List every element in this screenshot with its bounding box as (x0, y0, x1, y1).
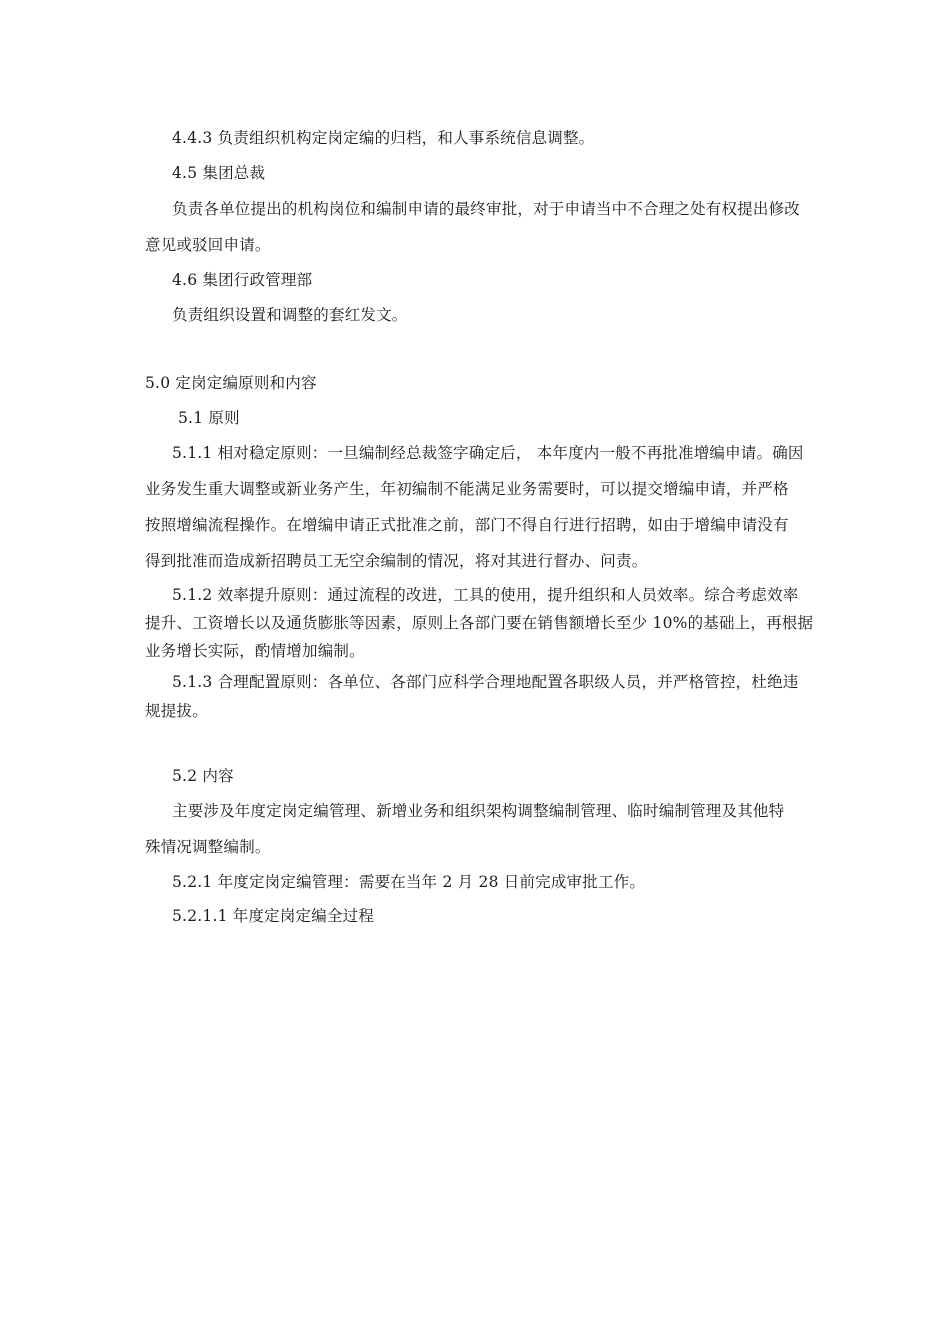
para-5-1-3-line-2: 规提拔。 (145, 702, 208, 720)
para-5-1-1-line-2: 业务发生重大调整或新业务产生，年初编制不能满足业务需要时，可以提交增编申请，并严格 (145, 480, 789, 498)
para-5-1-1-line-3: 按照增编流程操作。在增编申请正式批准之前，部门不得自行进行招聘，如由于增编申请没有 (145, 516, 789, 534)
heading-5-2: 5.2 内容 (172, 767, 234, 785)
para-4-6: 负责组织设置和调整的套红发文。 (172, 306, 408, 324)
para-4-5-line-1: 负责各单位提出的机构岗位和编制申请的最终审批，对于申请当中不合理之处有权提出修改 (172, 200, 801, 218)
heading-4-5: 4.5 集团总裁 (172, 164, 266, 182)
para-5-1-2-line-3: 业务增长实际，酌情增加编制。 (145, 642, 365, 660)
para-5-2-1: 5.2.1 年度定岗定编管理：需要在当年 2 月 28 日前完成审批工作。 (172, 873, 646, 891)
para-5-2-1-1: 5.2.1.1 年度定岗定编全过程 (172, 907, 375, 925)
para-4-4-3: 4.4.3 负责组织机构定岗定编的归档，和人事系统信息调整。 (172, 129, 595, 147)
heading-4-6: 4.6 集团行政管理部 (172, 271, 313, 289)
para-4-5-line-2: 意见或驳回申请。 (145, 236, 271, 254)
para-5-1-1-line-4: 得到批准而造成新招聘员工无空余编制的情况，将对其进行督办、问责。 (145, 552, 648, 570)
para-5-2-line-1: 主要涉及年度定岗定编管理、新增业务和组织架构调整编制管理、临时编制管理及其他特 (172, 802, 785, 820)
para-5-1-2-line-1: 5.1.2 效率提升原则：通过流程的改进，工具的使用，提升组织和人员效率。综合考虑效率 (172, 586, 799, 604)
para-5-1-1-line-1: 5.1.1 相对稳定原则：一旦编制经总裁签字确定后， 本年度内一般不再批准增编申请。确因 (172, 444, 804, 462)
para-5-1-3-line-1: 5.1.3 合理配置原则：各单位、各部门应科学合理地配置各职级人员，并严格管控，杜绝违 (172, 673, 799, 691)
para-5-1-2-line-2: 提升、工资增长以及通货膨胀等因素，原则上各部门要在销售额增长至少 10%的基础上，再根据 (145, 614, 814, 632)
para-5-2-line-2: 殊情况调整编制。 (145, 838, 271, 856)
heading-5-0: 5.0 定岗定编原则和内容 (145, 374, 317, 392)
heading-5-1: 5.1 原则 (178, 409, 240, 427)
